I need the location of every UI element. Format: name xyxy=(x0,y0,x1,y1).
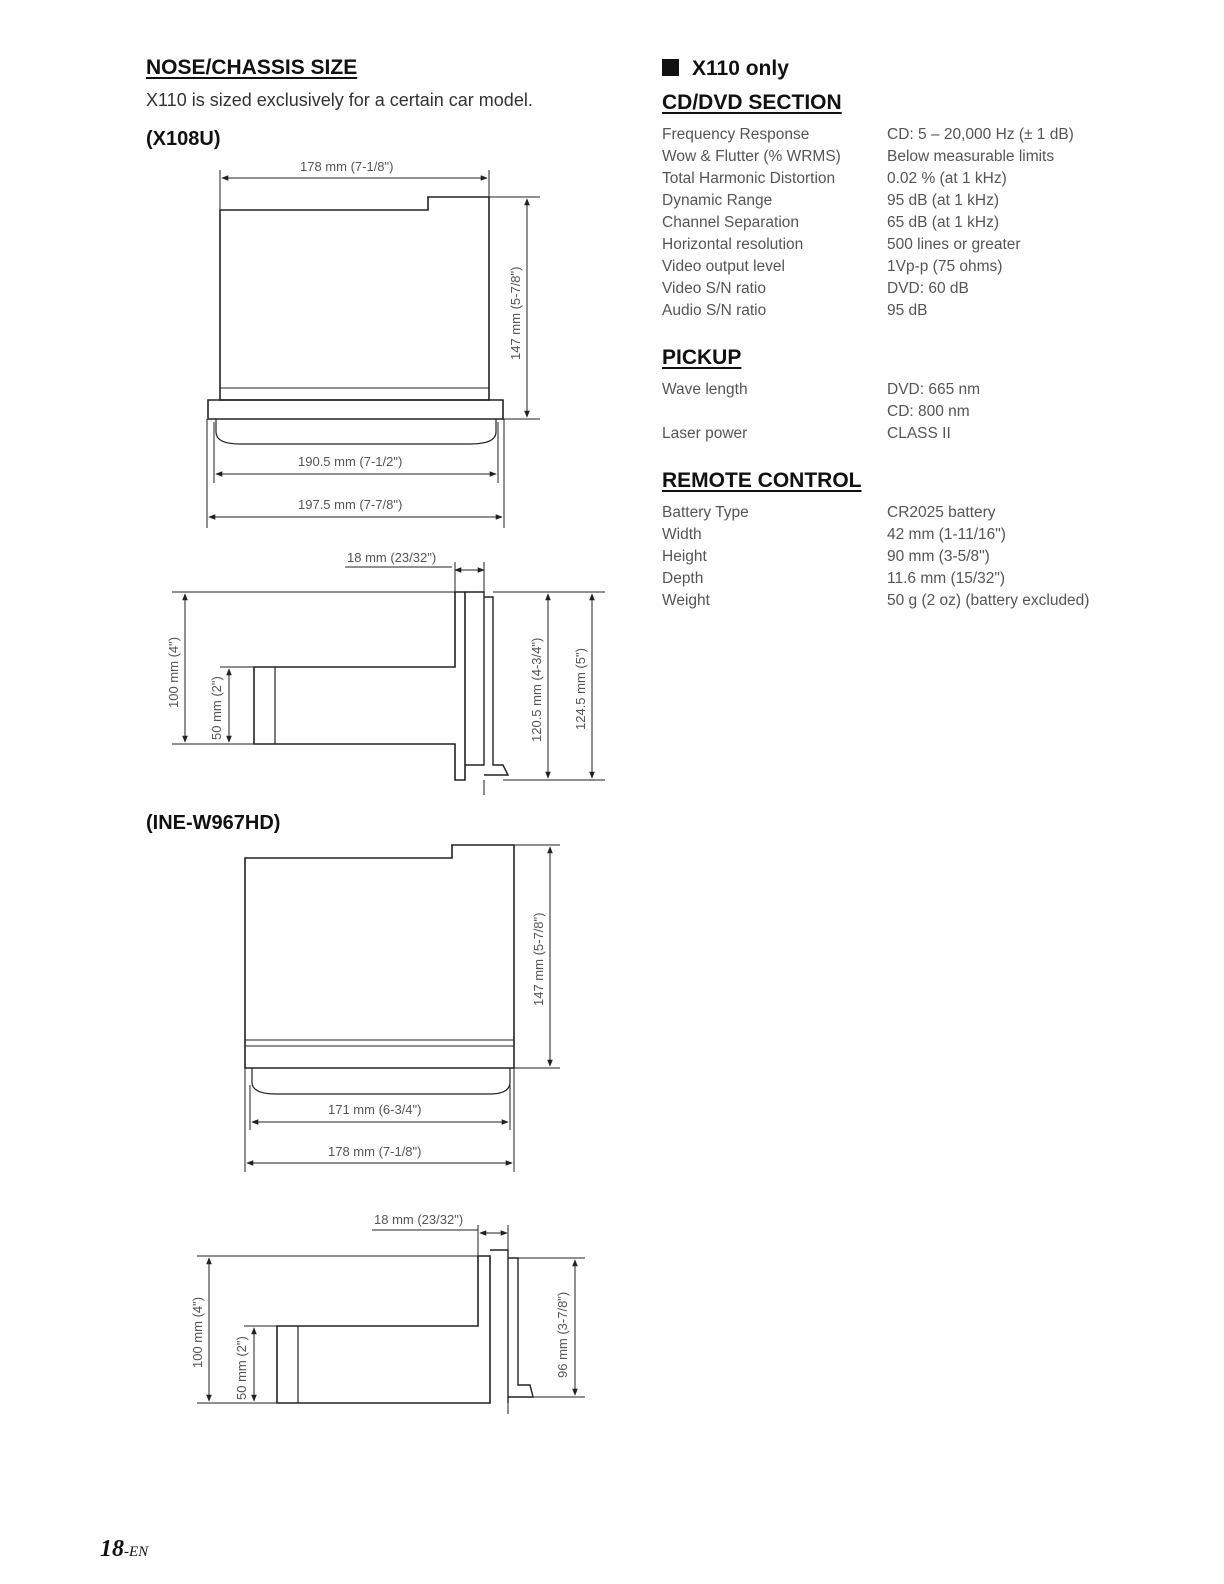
spec-value: 95 dB (at 1 kHz) xyxy=(887,192,999,209)
spec-row xyxy=(662,234,1122,256)
intro-text: X110 is sized exclusively for a certain car model. xyxy=(146,90,533,110)
x110-only-title: X110 only xyxy=(692,57,789,80)
x108u-right-inner-label: 120.5 mm (4-3/4") xyxy=(529,637,544,742)
ine-w967hd-right-label: 96 mm (3-7/8") xyxy=(555,1291,570,1378)
spec-value: 11.6 mm (15/32") xyxy=(887,570,1006,587)
pickup-heading: PICKUP xyxy=(662,346,742,369)
spec-row xyxy=(662,423,1122,445)
x108u-height-label: 147 mm (5-7/8") xyxy=(508,266,523,360)
spec-row xyxy=(662,546,1122,568)
spec-row xyxy=(662,256,1122,278)
x108u-front-view xyxy=(207,170,540,528)
spec-label: Horizontal resolution xyxy=(662,236,804,253)
spec-value: 0.02 % (at 1 kHz) xyxy=(887,170,1007,187)
spec-value: 90 mm (3-5/8") xyxy=(887,548,990,565)
model-label-x108u: (X108U) xyxy=(146,128,221,150)
spec-label: Wave length xyxy=(662,381,748,398)
spec-row xyxy=(662,300,1122,322)
spec-row xyxy=(662,278,1122,300)
spec-label: Audio S/N ratio xyxy=(662,302,767,319)
spec-row xyxy=(662,212,1122,234)
spec-row xyxy=(662,124,1122,146)
spec-label: Weight xyxy=(662,592,710,609)
spec-value: 42 mm (1-11/16") xyxy=(887,526,1006,543)
spec-label: Dynamic Range xyxy=(662,192,773,209)
page-number-value: 18 xyxy=(100,1536,124,1562)
ine-w967hd-front-view xyxy=(245,845,560,1172)
spec-row xyxy=(662,168,1122,190)
spec-row xyxy=(662,502,1122,524)
spec-value: CR2025 battery xyxy=(887,504,996,521)
spec-value: CLASS II xyxy=(887,425,951,442)
spec-row xyxy=(662,190,1122,212)
spec-value: 50 g (2 oz) (battery excluded) xyxy=(887,592,1090,609)
spec-value: 1Vp-p (75 ohms) xyxy=(887,258,1003,275)
spec-label: Wow & Flutter (% WRMS) xyxy=(662,148,841,165)
spec-row xyxy=(662,524,1122,546)
spec-label: Video output level xyxy=(662,258,785,275)
black-square-marker xyxy=(662,59,679,76)
page-number-suffix: -EN xyxy=(124,1544,149,1560)
spec-value: Below measurable limits xyxy=(887,148,1055,165)
spec-value: CD: 5 – 20,000 Hz (± 1 dB) xyxy=(887,126,1074,143)
spec-value: CD: 800 nm xyxy=(887,403,970,420)
x108u-depth-label: 18 mm (23/32") xyxy=(347,550,437,565)
x108u-top-width-label: 178 mm (7-1/8") xyxy=(300,159,394,174)
spec-label: Height xyxy=(662,548,707,565)
x108u-left-outer-label: 100 mm (4") xyxy=(166,636,181,708)
remote-control-heading: REMOTE CONTROL xyxy=(662,469,862,492)
model-label-ine-w967hd: (INE-W967HD) xyxy=(146,812,281,834)
spec-value: 95 dB xyxy=(887,302,928,319)
spec-label: Depth xyxy=(662,570,704,587)
ine-w967hd-depth-label: 18 mm (23/32") xyxy=(374,1212,464,1227)
ine-w967hd-left-inner-label: 50 mm (2") xyxy=(234,1336,249,1400)
x108u-bottom-width-label: 197.5 mm (7-7/8") xyxy=(298,497,403,512)
spec-value: DVD: 60 dB xyxy=(887,280,969,297)
spec-label: Video S/N ratio xyxy=(662,280,766,297)
spec-row xyxy=(662,590,1122,612)
spec-value: 500 lines or greater xyxy=(887,236,1021,253)
ine-w967hd-side-view xyxy=(197,1225,585,1414)
ine-w967hd-left-outer-label: 100 mm (4") xyxy=(190,1296,205,1368)
page-number xyxy=(100,1536,148,1563)
spec-value: DVD: 665 nm xyxy=(887,381,981,398)
spec-label: Channel Separation xyxy=(662,214,800,231)
spec-row xyxy=(662,568,1122,590)
spec-label: Laser power xyxy=(662,425,748,442)
spec-row xyxy=(662,379,1122,401)
cd-dvd-section-heading: CD/DVD SECTION xyxy=(662,91,842,114)
x108u-mid-width-label: 190.5 mm (7-1/2") xyxy=(298,454,403,469)
ine-w967hd-bottom-width-label: 178 mm (7-1/8") xyxy=(328,1144,422,1159)
spec-label: Frequency Response xyxy=(662,126,810,143)
nose-chassis-heading: NOSE/CHASSIS SIZE xyxy=(146,56,358,79)
spec-row xyxy=(662,401,1122,423)
spec-label: Battery Type xyxy=(662,504,749,521)
spec-row xyxy=(662,146,1122,168)
spec-value: 65 dB (at 1 kHz) xyxy=(887,214,999,231)
x108u-left-inner-label: 50 mm (2") xyxy=(209,676,224,740)
ine-w967hd-mid-width-label: 171 mm (6-3/4") xyxy=(328,1102,422,1117)
spec-label: Total Harmonic Distortion xyxy=(662,170,836,187)
spec-label: Width xyxy=(662,526,702,543)
x108u-right-outer-label: 124.5 mm (5") xyxy=(573,648,588,730)
ine-w967hd-height-label: 147 mm (5-7/8") xyxy=(531,912,546,1006)
